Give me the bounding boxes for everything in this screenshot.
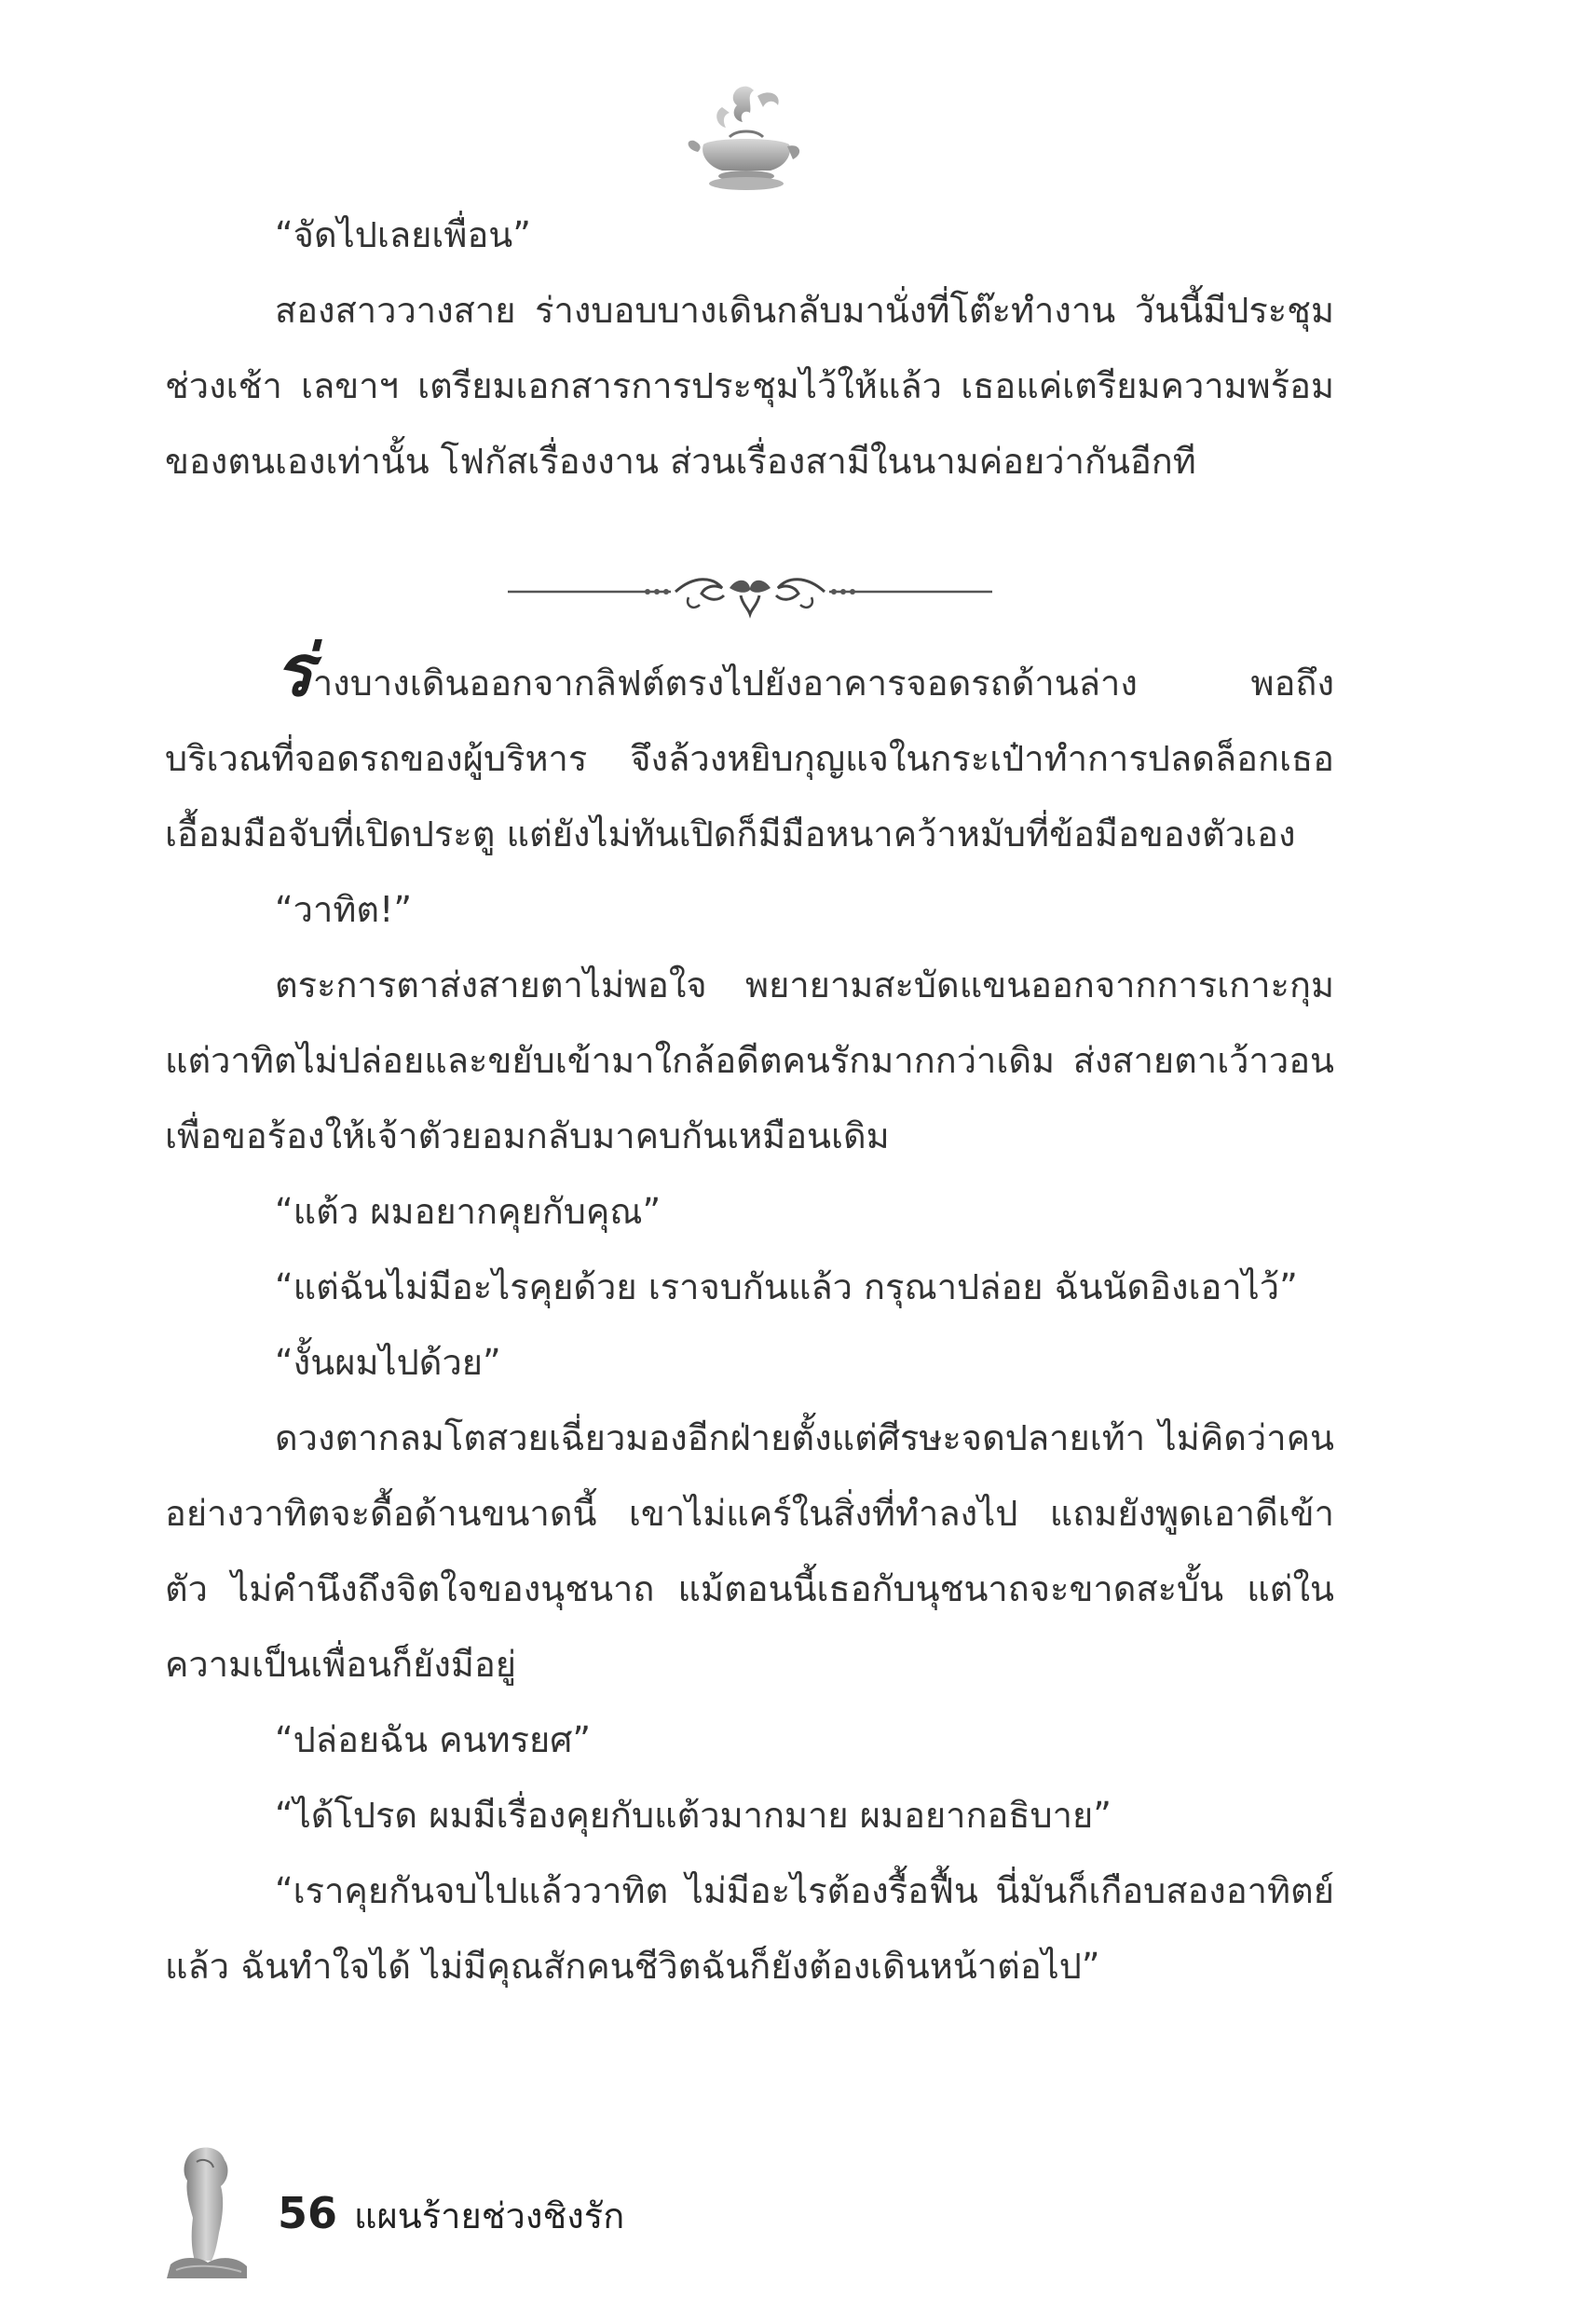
dialogue-line: “ปล่อยฉัน คนทรยศ” — [275, 1719, 592, 1760]
page-footer — [278, 2185, 624, 2244]
section-1 — [165, 198, 1334, 499]
narrative-paragraph: สองสาววางสาย ร่างบอบบางเดินกลับมานั่งที่โต๊ะทำงาน วันนี้มีประชุมช่วงเช้า เลขาฯ เตรียมเอกสารการประชุมไว้ให้แล้ว เธอแค่เตรียมความพร้อมของตนเองเท่านั้น โฟกัสเรื่องงาน ส่วนเรื่องสามีในนามค่อยว่ากันอีกที — [165, 290, 1334, 482]
dialogue-line: “งั้นผมไปด้วย” — [275, 1342, 501, 1383]
teapot-lamp-ornament-icon — [685, 79, 806, 196]
dialogue-line: “แต่ฉันไม่มีอะไรคุยด้วย เราจบกันแล้ว กรุณาปล่อย ฉันนัดอิงเอาไว้” — [275, 1266, 1298, 1307]
section-2 — [165, 629, 1334, 2004]
dialogue-line: “วาทิต!” — [275, 889, 413, 930]
narrative-paragraph: ตระการตาส่งสายตาไม่พอใจ พยายามสะบัดแขนออกจากการเกาะกุม แต่วาทิตไม่ปล่อยและขยับเข้ามาใกล้อดีตคนรักมากกว่าเดิม ส่งสายตาเว้าวอนเพื่อขอร้องให้เจ้าตัวยอมกลับมาคบกันเหมือนเดิม — [165, 964, 1334, 1156]
dialogue-line: “แต้ว ผมอยากคุยกับคุณ” — [275, 1191, 662, 1232]
drop-cap: ร่ — [275, 629, 313, 712]
narrative-paragraph: ดวงตากลมโตสวยเฉี่ยวมองอีกฝ่ายตั้งแต่ศีรษะจดปลายเท้า ไม่คิดว่าคนอย่างวาทิตจะดื้อด้านขนาดนี้ เขาไม่แคร์ในสิ่งที่ทำลงไป แถมยังพูดเอาดีเข้าตัว ไม่คำนึงถึงจิตใจของนุชนาถ แม้ตอนนี้เธอกับนุชนาถจะขาดสะบั้น แต่ในความเป็นเพื่อนก็ยังมีอยู่ — [165, 1417, 1334, 1685]
page-number: 56 — [278, 2188, 338, 2238]
merlion-statue-icon — [163, 2143, 252, 2278]
dialogue-line: “ได้โปรด ผมมีเรื่องคุยกับแต้วมากมาย ผมอยากอธิบาย” — [275, 1795, 1112, 1836]
floral-divider-icon — [508, 564, 992, 620]
book-title: แผนร้ายช่วงชิงรัก — [354, 2195, 625, 2236]
opening-paragraph — [165, 629, 1334, 872]
dialogue-line: “จัดไปเลยเพื่อน” — [275, 214, 531, 255]
opening-paragraph-text: างบางเดินออกจากลิฟต์ตรงไปยังอาคารจอดรถด้านล่าง พอถึงบริเวณที่จอดรถของผู้บริหาร จึงล้วงหยิบกุญแจในกระเป๋าทำการปลดล็อกเธอเอื้อมมือจับที่เปิดประตู แต่ยังไม่ทันเปิดก็มีมือหนาคว้าหมับที่ข้อมือของตัวเอง — [165, 663, 1334, 855]
dialogue-line: “เราคุยกันจบไปแล้ววาทิต ไม่มีอะไรต้องรื้อฟื้น นี่มันก็เกือบสองอาทิตย์แล้ว ฉันทำใจได้ ไม่มีคุณสักคนชีวิตฉันก็ยังต้องเดินหน้าต่อไป” — [165, 1870, 1334, 1987]
